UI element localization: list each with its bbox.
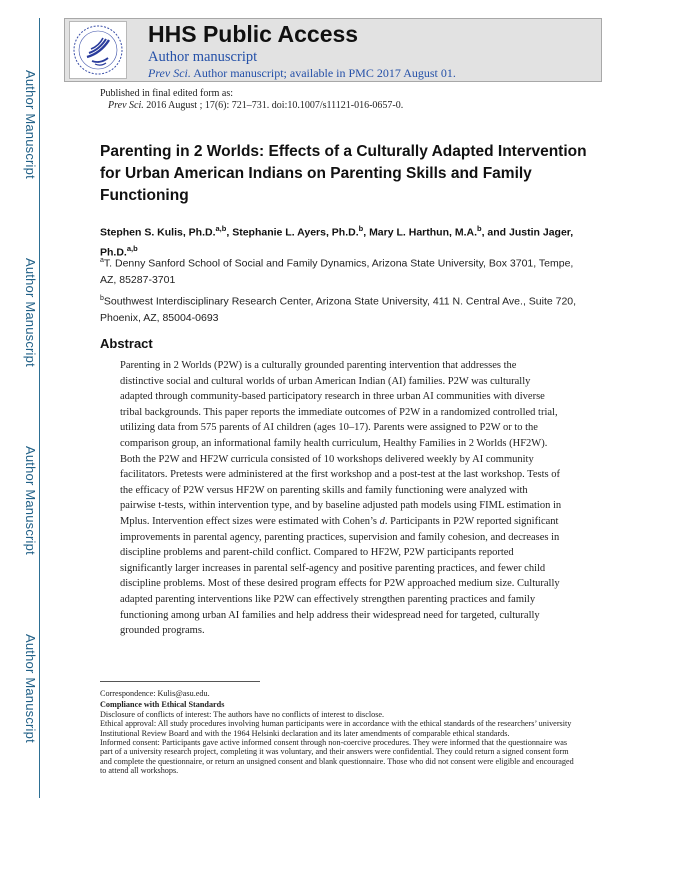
margin-rule (39, 18, 40, 798)
banner-journal: Prev Sci. (148, 66, 191, 80)
citation-details: 2016 August ; 17(6): 721–731. doi:10.1007/s11121-016-0657-0. (146, 100, 404, 111)
banner-subtitle: Author manuscript (148, 49, 258, 65)
margin-label-4: Author Manuscript (23, 634, 38, 743)
abstract-italic-d: d (379, 515, 385, 527)
banner-title: HHS Public Access (148, 21, 359, 47)
author-name: Stephanie L. Ayers, Ph.D. (232, 226, 359, 239)
author-separator: , (363, 226, 370, 239)
publication-citation (108, 100, 403, 111)
banner-availability-text: Author manuscript; available in PMC 2017 August 01. (193, 66, 456, 80)
published-final-form: Published in final edited form as: (100, 88, 234, 99)
correspondence-note: Correspondence: Kulis@asu.edu. (100, 689, 210, 698)
margin-label-1: Author Manuscript (23, 70, 38, 179)
affiliation-text: Southwest Interdisciplinary Research Center, Arizona State University, 411 N. Central Ave., Suite 720, Phoenix, AZ, 85004-0693 (100, 295, 577, 324)
author-name: Justin Jager, Ph.D. (100, 226, 574, 258)
ethics-note: Ethical approval: All study procedures involving human participants were in accordance with the ethical standards of the researchers’ university Institutional Review Board and with the 1964 Helsinki declaration and its later amendments of comparable ethical standards. (100, 719, 572, 738)
paper-title: Parenting in 2 Worlds: Effects of a Culturally Adapted Intervention for Urban American Indians on Parenting Skills and Family Functioning (100, 143, 587, 204)
conflicts-note: Disclosure of conflicts of interest: The authors have no conflicts of interest to disclose. (100, 709, 385, 719)
banner-availability (148, 66, 456, 81)
margin-label-3: Author Manuscript (23, 446, 38, 555)
citation-journal: Prev Sci. (108, 100, 144, 111)
affiliation-a (100, 253, 580, 288)
abstract-text-part-1: Parenting in 2 Worlds (P2W) is a culturally grounded parenting intervention that addresses the distinctive social and cultural worlds of urban American Indian (AI) families. P2W was culturally adapted through community-based participatory research in three urban AI communities with diverse tribal backgrounds. This paper reports the immediate outcomes of P2W in a randomized controlled trial, utilizing data from 575 parents of AI children (ages 10–17). Parents were assigned to P2W or to the comparison group, an informational family health curriculum, Healthy Families in 2 Worlds (HF2W). Both the P2W and HF2W curricula consisted of 10 workshops delivered weekly by AI community facilitators. Pretests were administered at the first workshop and a post-test at the last workshop. Tests of the efficacy of P2W versus HF2W on parenting skills and family functioning were analyzed with pairwise t-tests, within intervention type, and by baseline adjusted path models using FIML estimation in Mplus. Intervention effect sizes were estimated with Cohen’s (120, 360, 562, 527)
abstract-heading: Abstract (100, 336, 153, 351)
author-separator: , (226, 226, 233, 239)
author-separator: , and (481, 226, 510, 239)
affiliation-mark: b (100, 295, 104, 302)
footnotes (100, 689, 578, 776)
author-affiliation-mark: a,b (126, 243, 138, 253)
margin-label-2: Author Manuscript (23, 258, 38, 367)
author-name: Stephen S. Kulis, Ph.D. (100, 226, 216, 239)
author-name: Mary L. Harthun, M.A. (369, 226, 477, 239)
abstract-text-part-2: . Participants in P2W reported significant improvements in parental agency, parenting practices, supervision and family cohesion, and decreases in discipline problems and parent-child conflict. Compared to HF2W, P2W participants reported significantly larger increases in parental self-agency and positive parenting practices, and fewer child discipline problems. Most of these desired program effects for P2W approached medium size. Culturally adapted parenting interventions like P2W can effectively strengthen parenting practices and family functioning among urban AI families and help address their widespread need for targeted, culturally grounded programs. (120, 515, 560, 637)
author-affiliation-mark: b (358, 224, 364, 233)
abstract-body (120, 358, 562, 639)
author-affiliation-mark: b (477, 224, 482, 233)
compliance-heading: Compliance with Ethical Standards (100, 700, 225, 710)
author-affiliation-mark: a,b (215, 224, 227, 233)
footnote-rule (100, 681, 260, 682)
hhs-banner (64, 18, 602, 82)
consent-note: Informed consent: Participants gave active informed consent through non-coercive procedures. They were informed that the questionnaire was part of a university research project, completing it was voluntary, and their answers were confidential. They could return a signed consent form and complete the questionnaire, or return an unsigned consent and blank questionnaire. Those who did not consent were eligible and encouraged to attend all workshops. (100, 738, 574, 776)
affiliation-mark: a (100, 257, 104, 264)
affiliation-text: T. Denny Sanford School of Social and Family Dynamics, Arizona State University, Box 3701, Tempe, AZ, 85287-3701 (100, 257, 574, 286)
affiliation-b (100, 291, 580, 326)
hhs-eagle-logo-icon (69, 21, 127, 79)
